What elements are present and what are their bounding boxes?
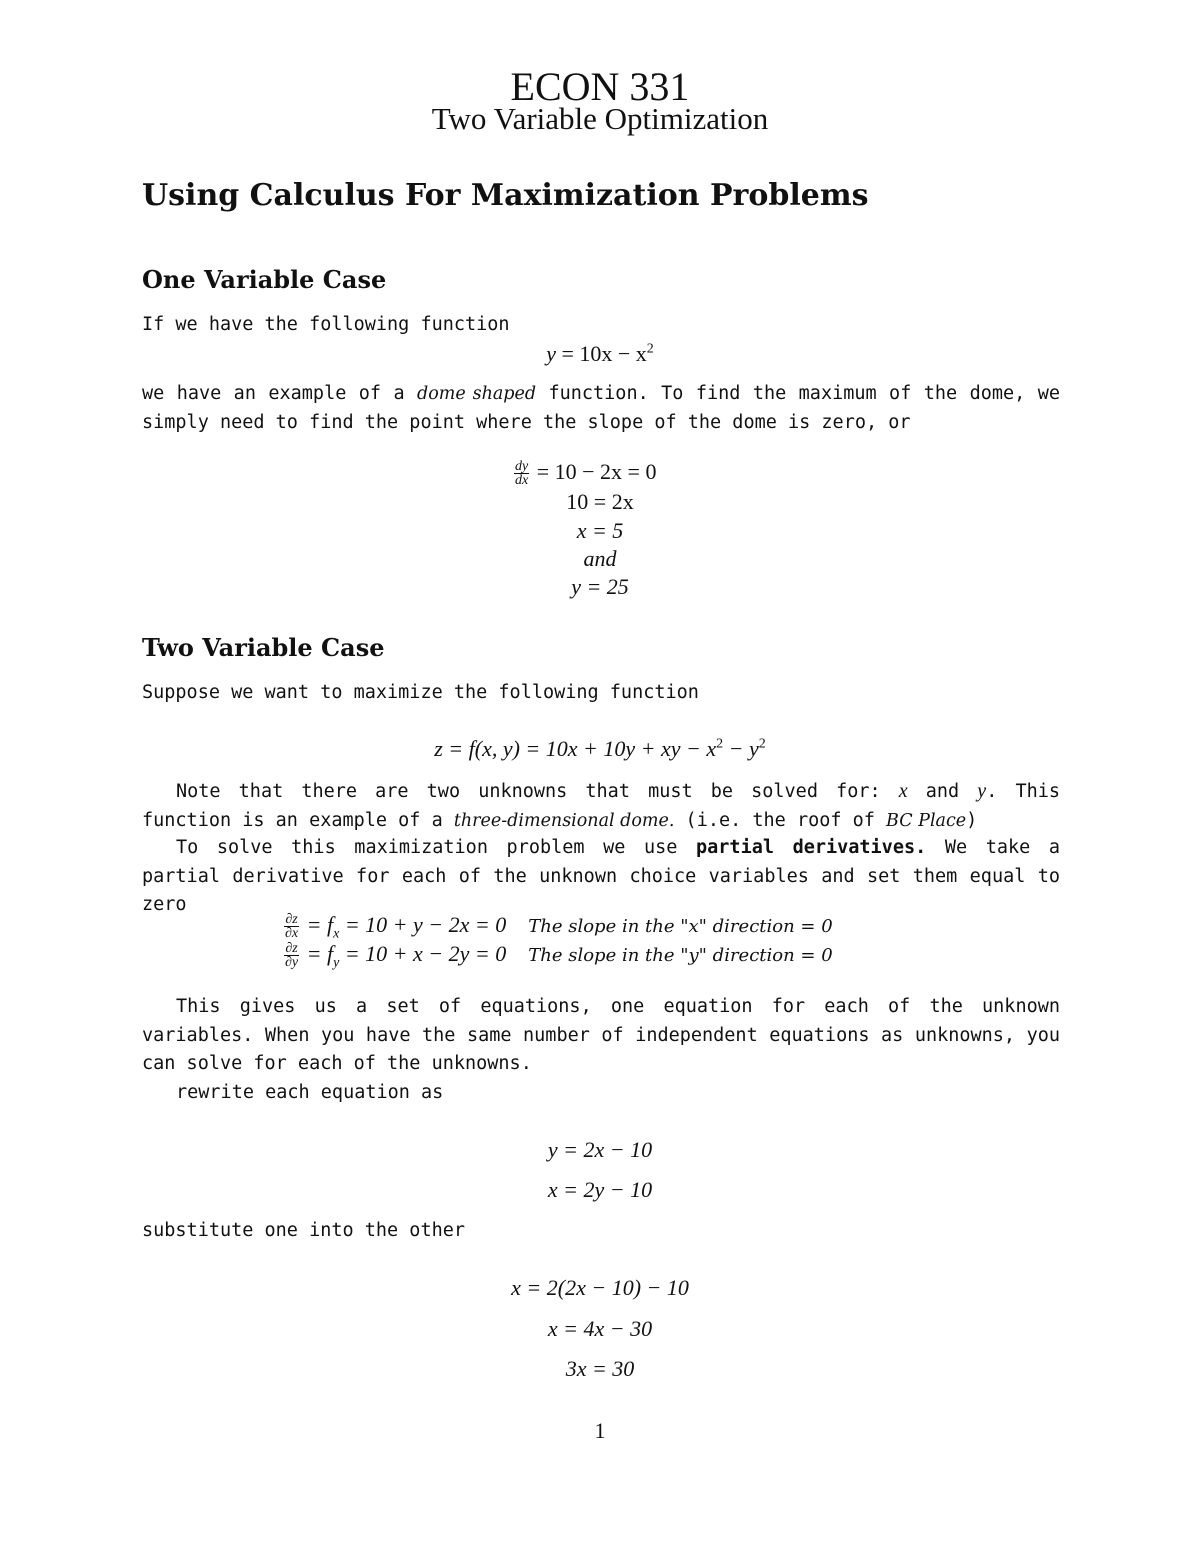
rewrite-equation-2: x = 2y − 10 (547, 1177, 653, 1202)
substitution-equation-3: 3x = 30 (565, 1356, 635, 1381)
course-title: ECON 331 (510, 64, 690, 109)
unknowns-paragraph: Note that there are two unknowns that must be solved for: x and y. This function is an example of a three-dimensional dome. (i.e. the roof of BC Place) (142, 780, 1060, 831)
step-equation-2: 10 = 2x (566, 489, 634, 514)
substitution-equation-2: x = 4x − 30 (547, 1316, 653, 1341)
substitution-equation-1: x = 2(2x − 10) − 10 (511, 1275, 689, 1300)
partial-derivatives-paragraph: To solve this maximization problem we use partial derivatives. We take a partial derivative for each of the unknown choice variables and set them equal to zero (142, 837, 1060, 915)
one-variable-heading: One Variable Case (142, 265, 387, 294)
one-variable-function: $y = 10x - x^2$ (546, 341, 654, 366)
rewrite-text: rewrite each equation as (176, 1082, 444, 1103)
two-variable-intro: Suppose we want to maximize the following function (142, 682, 699, 703)
dome-paragraph: we have an example of a dome shaped function. To find the maximum of the dome, we simply need to find the point where the slope of the dome is zero, or (142, 383, 1060, 433)
two-variable-heading: Two Variable Case (142, 633, 385, 662)
two-variable-function: z = f(x, y) = 10x + 10y + xy − $x^2 - y^2$ (434, 736, 766, 761)
document-subtitle: Two Variable Optimization (431, 101, 769, 136)
substitute-text: substitute one into the other (142, 1220, 466, 1241)
step-conjunction: and (583, 546, 617, 571)
rewrite-equation-1: y = 2x − 10 (547, 1137, 653, 1162)
equation-set-paragraph: This gives us a set of equations, one equation for each of the unknown variables. When you have the same number of independent equations as unknowns, you can solve for each of the unknowns. (142, 996, 1060, 1074)
step-equation-3: x = 5 (576, 518, 624, 543)
partial-derivative-x: $\frac{\partial z}{\partial x}$ = $f_x = 10 + y - 2x = 0$ The slope in the "x" direction = 0 (285, 912, 833, 942)
one-variable-intro: If we have the following function (142, 314, 510, 335)
page-number: 1 (594, 1418, 606, 1443)
derivative-equation: $\frac{dy}{dx}$ = 10 − 2x = 0 (515, 459, 657, 489)
step-equation-5: y = 25 (571, 574, 629, 599)
partial-derivative-y: $\frac{\partial z}{\partial y}$ = $f_y = 10 + x - 2y = 0$ The slope in the "y" direction = 0 (285, 941, 833, 971)
section-heading: Using Calculus For Maximization Problems (142, 178, 869, 213)
